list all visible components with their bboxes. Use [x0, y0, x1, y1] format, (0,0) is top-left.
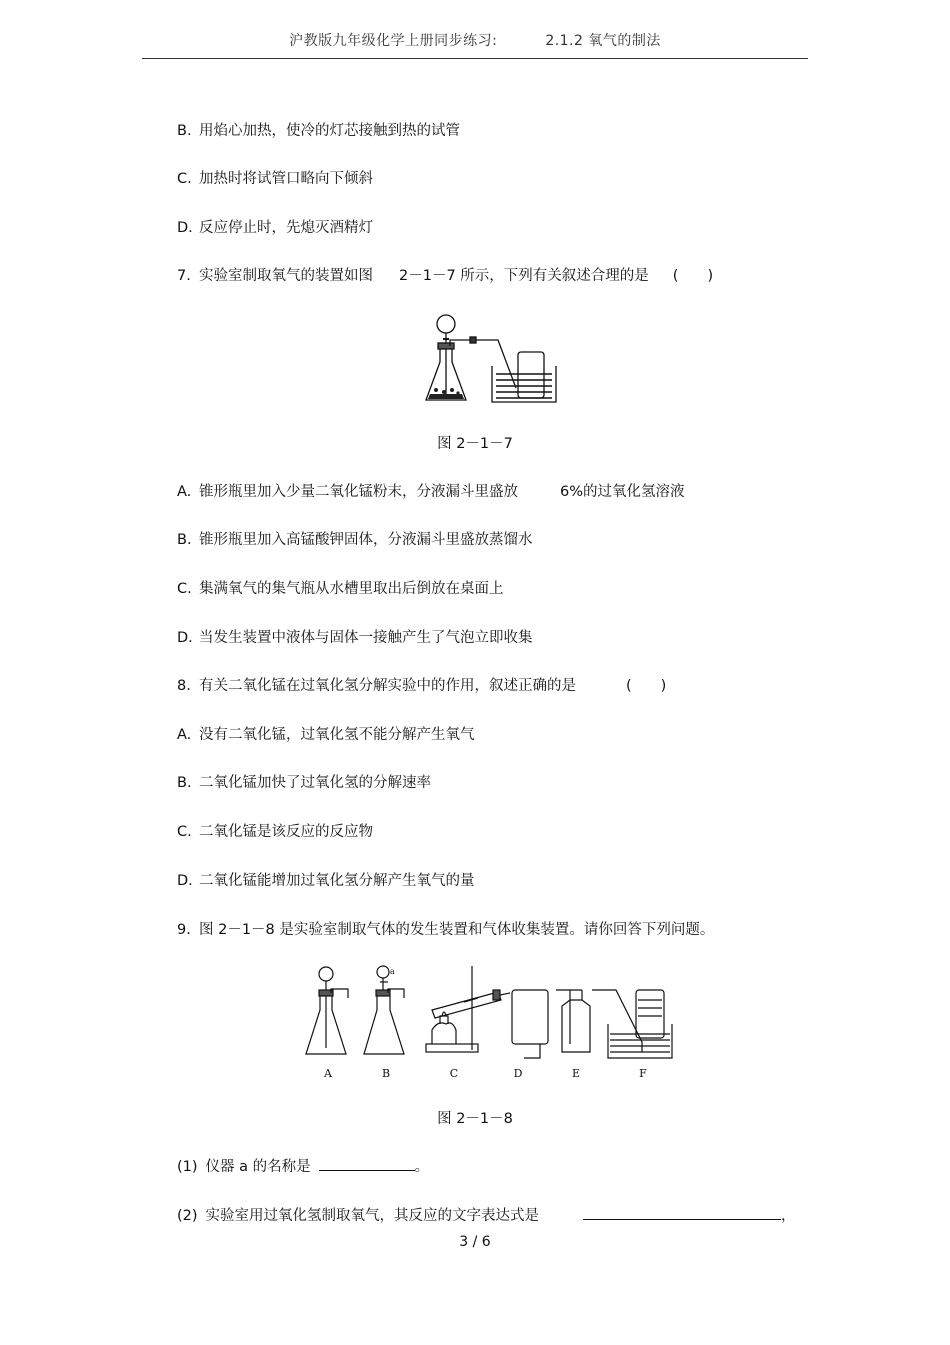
answer-blank-1[interactable] — [319, 1156, 415, 1171]
q8-option-b: B. 二氧化锰加快了过氧化氢的分解速率 — [177, 775, 431, 791]
q7-option-a: A. 锥形瓶里加入少量二氧化锰粉末，分液漏斗里盛放 6%的过氧化氢溶液 — [177, 484, 685, 500]
q7-stem: 7. 实验室制取氧气的装置如图 2－1－7 所示，下列有关叙述合理的是 ( ) — [177, 268, 714, 284]
q7-option-c: C. 集满氧气的集气瓶从水槽里取出后倒放在桌面上 — [177, 581, 504, 597]
figure-2-1-8-caption: 图 2－1－8 — [437, 1111, 513, 1127]
page-header — [0, 30, 950, 50]
figure-2-1-7-caption: 图 2－1－7 — [437, 436, 513, 452]
fig-label-D: D — [513, 1067, 523, 1080]
figure-2-1-7 — [418, 310, 568, 410]
header-left: 沪教版九年级化学上册同步练习: — [289, 33, 498, 49]
fig-label-E: E — [571, 1067, 581, 1080]
fig-label-a: a — [390, 967, 395, 976]
q7-option-b: B. 锥形瓶里加入高锰酸钾固体，分液漏斗里盛放蒸馏水 — [177, 532, 533, 548]
figure-2-1-8 — [300, 960, 690, 1085]
fig-label-C: C — [449, 1067, 459, 1080]
header-right: 2.1.2 氧气的制法 — [545, 33, 661, 49]
answer-blank-2[interactable] — [583, 1205, 781, 1220]
q9-sub2: (2) 实验室用过氧化氢制取氧气，其反应的文字表达式是 ， — [177, 1204, 796, 1225]
fig-label-A: A — [324, 1067, 332, 1080]
q6-option-b: B. 用焰心加热，使冷的灯芯接触到热的试管 — [177, 123, 460, 139]
q6-option-c: C. 加热时将试管口略向下倾斜 — [177, 171, 373, 187]
q8-stem: 8. 有关二氧化锰在过氧化氢分解实验中的作用，叙述正确的是 ( ) — [177, 678, 667, 694]
q9-sub1: (1) 仪器 a 的名称是 。 — [177, 1155, 429, 1176]
page-number: 3 / 6 — [459, 1234, 491, 1250]
q6-option-d: D. 反应停止时，先熄灭酒精灯 — [177, 220, 373, 236]
fig-label-B: B — [381, 1067, 391, 1080]
header-divider — [142, 58, 808, 59]
q8-option-c: C. 二氧化锰是该反应的反应物 — [177, 824, 373, 840]
q7-option-d: D. 当发生装置中液体与固体一接触产生了气泡立即收集 — [177, 630, 533, 646]
fig-label-F: F — [639, 1067, 647, 1080]
q9-stem: 9. 图 2－1－8 是实验室制取气体的发生装置和气体收集装置。请你回答下列问题。 — [177, 922, 715, 938]
q8-option-d: D. 二氧化锰能增加过氧化氢分解产生氧气的量 — [177, 873, 475, 889]
q8-option-a: A. 没有二氧化锰，过氧化氢不能分解产生氧气 — [177, 727, 475, 743]
